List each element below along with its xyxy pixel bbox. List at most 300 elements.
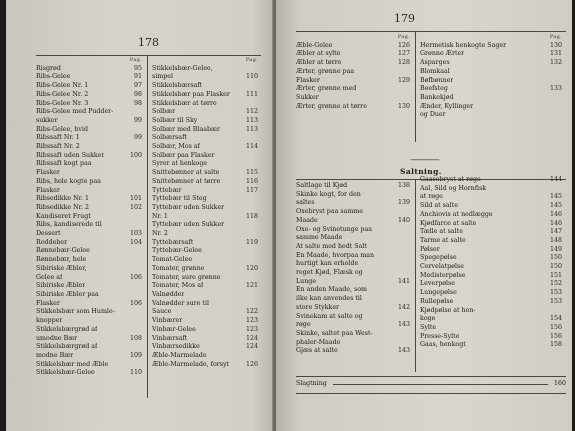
- index-entry: [296, 234, 410, 243]
- entry-page: 99: [133, 134, 142, 142]
- entry-page: 106: [129, 273, 142, 281]
- entry-text: Hermetisk henkogte Sager: [420, 41, 507, 49]
- entry-text: Stikkelsbær paa Flasker: [152, 90, 230, 98]
- entry-text: Æble-Marmelade, forsyt: [152, 360, 230, 368]
- entry-page: 126: [397, 41, 410, 49]
- index-entry: [36, 73, 142, 82]
- entry-text: hurtigt kan erholde: [296, 260, 359, 268]
- entry-page: 146: [549, 219, 562, 227]
- entry-text: Slagtning: [296, 380, 327, 387]
- section-title: Saltning.: [400, 167, 442, 176]
- index-entry: [420, 254, 562, 263]
- entry-text: Flasker: [36, 299, 60, 307]
- entry-text: At salte med hedt Salt: [296, 242, 367, 250]
- index-entry: [152, 326, 258, 335]
- index-entry: [152, 335, 258, 344]
- entry-page: 91: [133, 73, 142, 81]
- entry-text: Ribs, kandiserede til: [36, 221, 102, 229]
- ornament-icon: ⸻: [410, 152, 440, 166]
- entry-text: Stikkelsbær med Æble: [36, 360, 109, 368]
- entry-text: Blomkaal: [420, 67, 450, 75]
- index-entry: [36, 65, 142, 74]
- index-column-bottom-right: [420, 176, 562, 350]
- index-entry: [296, 252, 410, 261]
- entry-page: 149: [549, 245, 562, 253]
- entry-page: 158: [549, 341, 562, 349]
- index-entry: [36, 352, 142, 361]
- entry-text: Stikkelsbær-Gelee,: [152, 64, 213, 72]
- index-entry: [36, 178, 142, 187]
- entry-page: 128: [397, 59, 410, 67]
- entry-text: Solbær, Mos af: [152, 143, 200, 151]
- entry-text: røge: [296, 321, 311, 329]
- entry-page: 146: [549, 210, 562, 218]
- entry-page: 116: [245, 177, 258, 185]
- entry-text: Ribs-Gelee: [36, 73, 71, 81]
- entry-text: Tomater, sure grønne: [152, 273, 221, 281]
- entry-text: Pølser: [420, 245, 440, 253]
- index-entry: [420, 289, 562, 298]
- entry-text: Tyttebær-Gelee: [152, 247, 202, 255]
- entry-text: Ribssaft Nr. 2: [36, 143, 80, 151]
- entry-page: 142: [397, 303, 410, 311]
- entry-page: 148: [549, 236, 562, 244]
- index-entry: [296, 243, 410, 252]
- entry-text: Vinbærsedikke: [152, 343, 200, 351]
- index-entry: [36, 195, 142, 204]
- index-entry: [152, 204, 258, 213]
- index-entry: [152, 256, 258, 265]
- entry-page: 151: [549, 271, 562, 279]
- index-entry: [420, 59, 562, 68]
- entry-text: Valnødder: [152, 290, 185, 298]
- index-entry: [36, 239, 142, 248]
- index-entry: [152, 300, 258, 309]
- index-entry: [420, 111, 562, 120]
- index-entry: [420, 315, 562, 324]
- entry-page: 126: [245, 360, 258, 368]
- index-entry: [152, 361, 258, 370]
- entry-text: Oxebryst paa samme: [296, 208, 363, 216]
- index-column-top-right: [420, 33, 562, 120]
- index-entry: [420, 237, 562, 246]
- divider: [296, 376, 566, 377]
- entry-text: Ribssaft uden Sukker: [36, 151, 105, 159]
- index-entry: [152, 213, 258, 222]
- index-entry: [296, 103, 410, 112]
- entry-text: Bankekjød: [420, 93, 454, 101]
- entry-text: Vinbær-Gelee: [152, 325, 196, 333]
- entry-text: saltes: [296, 199, 315, 207]
- entry-text: Roddeber: [36, 238, 68, 246]
- entry-page: 144: [549, 176, 562, 183]
- entry-text: Skinke kogt, for den: [296, 190, 361, 198]
- entry-text: Stikkelsbærsaft: [152, 82, 203, 90]
- index-entry: [152, 317, 258, 326]
- entry-text: Tomater, Mos af: [152, 282, 204, 290]
- entry-text: Lungepølse: [420, 289, 457, 297]
- index-entry: [420, 94, 562, 103]
- entry-text: Gelee af: [36, 273, 63, 281]
- entry-text: Æble-Marmelade: [152, 351, 207, 359]
- entry-page: 109: [129, 351, 142, 359]
- entry-text: Ribs-Gelee Nr. 2: [36, 90, 89, 98]
- index-entry: [36, 82, 142, 91]
- index-entry: [36, 282, 142, 291]
- entry-page: 123: [245, 317, 258, 325]
- index-column-bottom-left: [296, 182, 410, 356]
- entry-text: at røge: [420, 193, 443, 201]
- index-entry: [36, 335, 142, 344]
- entry-text: Æbler at sylte: [296, 50, 341, 58]
- index-entry: [420, 42, 562, 51]
- index-entry: [420, 341, 562, 350]
- index-entry: [420, 333, 562, 342]
- entry-page: 104: [129, 238, 142, 246]
- index-column-right: [152, 56, 258, 369]
- entry-text: Ærter, grønne med: [296, 85, 357, 93]
- entry-page: 145: [549, 202, 562, 210]
- entry-page: 113: [245, 125, 258, 133]
- entry-text: Ribssaft Nr. 1: [36, 134, 80, 142]
- index-entry: [152, 282, 258, 291]
- entry-page: 141: [397, 277, 410, 285]
- entry-page: 98: [133, 90, 142, 98]
- index-entry: [36, 308, 142, 317]
- entry-text: Leverpølse: [420, 280, 455, 288]
- entry-page: 150: [549, 254, 562, 262]
- index-entry: [36, 343, 142, 352]
- entry-text: Kandiseret Frugt: [36, 212, 91, 220]
- entry-page: 118: [245, 212, 258, 220]
- entry-text: Anchiovis at nedlægge: [420, 210, 493, 218]
- entry-text: simpel: [152, 73, 173, 81]
- entry-page: 130: [397, 102, 410, 110]
- entry-text: Sauce: [152, 308, 172, 316]
- entry-text: Vinbærer: [152, 317, 183, 325]
- entry-text: Presse-Sylte: [420, 332, 460, 340]
- entry-text: Sylte: [420, 323, 437, 331]
- index-entry: [420, 280, 562, 289]
- index-entry: [36, 100, 142, 109]
- index-entry: [420, 228, 562, 237]
- entry-text: En anden Maade, som: [296, 286, 367, 294]
- index-entry: [420, 307, 562, 316]
- entry-text: Tyttebær uden Sukker: [152, 221, 225, 229]
- index-entry: [420, 176, 562, 185]
- index-entry: [152, 100, 258, 109]
- entry-page: 153: [549, 297, 562, 305]
- entry-text: Nr. 2: [152, 230, 168, 238]
- index-entry: [36, 204, 142, 213]
- column-divider: [415, 32, 416, 142]
- entry-text: Beefsteg: [420, 85, 448, 93]
- index-entry: [152, 343, 258, 352]
- index-entry: [296, 68, 410, 77]
- index-entry: [152, 352, 258, 361]
- entry-text: Solbærsaft: [152, 134, 187, 142]
- entry-page: 110: [245, 73, 258, 81]
- entry-page: 123: [245, 325, 258, 333]
- entry-text: ilke kan anvendes til: [296, 295, 362, 303]
- index-entry: [420, 272, 562, 281]
- entry-text: Ribs-Gelee med Pudder-: [36, 108, 114, 116]
- index-entry: [152, 152, 258, 161]
- entry-text: koge: [420, 315, 436, 323]
- index-entry: [36, 274, 142, 283]
- entry-page: 143: [397, 321, 410, 329]
- entry-text: Flasker: [36, 186, 60, 194]
- index-entry: [36, 291, 142, 300]
- index-entry: [420, 68, 562, 77]
- index-entry: [36, 256, 142, 265]
- entry-text: Aal, Sild og Hornfisk: [420, 184, 487, 192]
- entry-text: reget Kjød, Flæsk og: [296, 269, 363, 277]
- entry-text: Sibiriske Æbler,: [36, 264, 87, 272]
- entry-page: 129: [397, 76, 410, 84]
- index-entry: [296, 278, 410, 287]
- index-entry: [296, 182, 410, 191]
- entry-text: Ænder, Kyllinger: [420, 102, 474, 110]
- entry-page: 160: [553, 380, 566, 387]
- index-entry: [296, 313, 410, 322]
- entry-page: 103: [129, 230, 142, 238]
- index-entry: [152, 108, 258, 117]
- index-entry: [420, 85, 562, 94]
- entry-text: Ærter, grønne paa: [296, 67, 355, 75]
- index-column-left: [36, 56, 142, 378]
- entry-text: modne Bær: [36, 351, 74, 359]
- index-entry: [420, 263, 562, 272]
- index-entry: [152, 187, 258, 196]
- entry-page: 111: [245, 90, 258, 98]
- index-entry: [152, 160, 258, 169]
- index-entry: [36, 134, 142, 143]
- entry-page: 114: [245, 143, 258, 151]
- entry-text: Æbler at tørre: [296, 59, 342, 67]
- entry-text: Stikkelsbærgrød af: [36, 325, 98, 333]
- column-divider: [147, 56, 148, 398]
- entry-text: Cervelatpølse: [420, 263, 464, 271]
- index-column-top-left: [296, 33, 410, 111]
- pag-label: Pag.: [245, 57, 258, 63]
- index-entry: [296, 85, 410, 94]
- entry-page: 130: [549, 41, 562, 49]
- index-entry: [152, 73, 258, 82]
- index-entry: [36, 361, 142, 370]
- index-entry: [36, 265, 142, 274]
- entry-page: 147: [549, 228, 562, 236]
- entry-page: 106: [129, 299, 142, 307]
- entry-text: Medisterpølse: [420, 271, 466, 279]
- index-entry: [36, 117, 142, 126]
- page-number: 179: [394, 12, 415, 25]
- entry-page: 98: [133, 99, 142, 107]
- entry-page: 119: [245, 238, 258, 246]
- entry-page: 145: [549, 193, 562, 201]
- index-entry: [296, 59, 410, 68]
- entry-text: Gjæs at salte: [296, 347, 338, 355]
- index-entry: [296, 321, 410, 330]
- entry-text: samme Maade: [296, 234, 343, 242]
- entry-page: 150: [549, 263, 562, 271]
- entry-page: 132: [549, 59, 562, 67]
- leader-line: [333, 380, 548, 385]
- entry-page: 153: [549, 289, 562, 297]
- entry-page: 115: [245, 169, 258, 177]
- entry-text: Ribs-Gelee Nr. 1: [36, 82, 89, 90]
- index-entry: [420, 202, 562, 211]
- index-entry: [420, 193, 562, 202]
- index-entry: [420, 220, 562, 229]
- pag-label: Pag.: [129, 57, 142, 63]
- entry-text: Ribsedikke Nr. 2: [36, 203, 89, 211]
- index-entry: [152, 143, 258, 152]
- entry-text: Tælle at salte: [420, 228, 463, 236]
- index-entry: [152, 126, 258, 135]
- index-entry: [152, 308, 258, 317]
- index-entry: [420, 50, 562, 59]
- entry-text: Asparges: [420, 59, 450, 67]
- entry-page: 140: [397, 216, 410, 224]
- pag-label: Pag.: [549, 34, 562, 40]
- column-divider: [415, 180, 416, 372]
- index-entry: [420, 185, 562, 194]
- right-page: [276, 0, 572, 431]
- entry-text: phaler-Maade: [296, 338, 341, 346]
- entry-text: Snittebønner at tørre: [152, 177, 221, 185]
- entry-text: Ribs-Gelee Nr. 3: [36, 99, 89, 107]
- index-entry: [36, 152, 142, 161]
- entry-text: Spegepølse: [420, 254, 457, 262]
- index-entry: [152, 134, 258, 143]
- entry-text: Oxe- og Svinetunge paa: [296, 225, 372, 233]
- index-entry: [152, 274, 258, 283]
- entry-text: En Maade, hvorpaa man: [296, 251, 375, 259]
- entry-text: Gaas, henkogt: [420, 341, 466, 349]
- entry-page: 112: [245, 108, 258, 116]
- page-number: 178: [138, 36, 159, 49]
- index-entry: [152, 82, 258, 91]
- index-entry: [36, 91, 142, 100]
- left-page: [6, 0, 274, 431]
- index-entry: [296, 269, 410, 278]
- entry-page: 99: [133, 116, 142, 124]
- entry-text: Tyttebær til Steg: [152, 195, 207, 203]
- entry-text: Stikkelsbærgrød af: [36, 343, 98, 351]
- index-entry: [36, 300, 142, 309]
- index-entry: [36, 187, 142, 196]
- entry-text: store Stykker: [296, 303, 340, 311]
- index-entry: [36, 247, 142, 256]
- entry-page: 110: [129, 369, 142, 377]
- entry-text: Sukker: [296, 93, 319, 101]
- entry-text: Ribsedikke Nr. 1: [36, 195, 89, 203]
- entry-text: Rønnebær, hele: [36, 256, 87, 264]
- entry-text: Rønnebær-Gelee: [36, 247, 90, 255]
- index-entry: [296, 42, 410, 51]
- entry-text: Tarme at salte: [420, 236, 466, 244]
- index-entry: [36, 326, 142, 335]
- entry-page: 100: [129, 151, 142, 159]
- entry-text: Sibiriske Æbler: [36, 282, 86, 290]
- entry-text: Flasker: [36, 169, 60, 177]
- index-entry: [36, 230, 142, 239]
- index-entry: [152, 239, 258, 248]
- index-entry: [296, 226, 410, 235]
- entry-text: Ribssaft kogt paa: [36, 160, 92, 168]
- index-entry: [296, 50, 410, 59]
- entry-page: 113: [245, 116, 258, 124]
- divider: [296, 393, 566, 394]
- index-entry: [296, 330, 410, 339]
- entry-text: Ribs-Gelee, hvid: [36, 125, 89, 133]
- entry-text: Tomater, grønne: [152, 264, 205, 272]
- index-entry: [296, 295, 410, 304]
- entry-text: umodne Bær: [36, 334, 78, 342]
- entry-text: Ribs, hele kogte paa: [36, 177, 101, 185]
- entry-text: Svinekam at salte og: [296, 312, 363, 320]
- entry-text: Syrer at henkoge: [152, 160, 208, 168]
- entry-page: 117: [245, 186, 258, 194]
- entry-page: 95: [133, 64, 142, 72]
- index-entry: [36, 160, 142, 169]
- index-entry: [36, 369, 142, 378]
- entry-text: Kjødpølse at hen-: [420, 306, 476, 314]
- entry-text: Valnødder sure til: [152, 299, 209, 307]
- entry-text: og Duer: [420, 111, 446, 119]
- entry-text: Dessert: [36, 230, 61, 238]
- index-entry: [36, 108, 142, 117]
- index-entry: [36, 317, 142, 326]
- index-entry: [152, 221, 258, 230]
- entry-text: Sild at salte: [420, 202, 458, 210]
- entry-page: 143: [397, 347, 410, 355]
- entry-text: Ærter, grønne at tørre: [296, 102, 367, 110]
- entry-text: Vinbærsaft: [152, 334, 188, 342]
- entry-text: Kjødfarce at salte: [420, 219, 477, 227]
- entry-text: Sibiriske Æbler paa: [36, 290, 99, 298]
- entry-text: Lunge: [296, 277, 317, 285]
- entry-text: Gaasebryst at røge: [420, 176, 481, 183]
- entry-page: 101: [129, 195, 142, 203]
- pag-label: Pag.: [397, 34, 410, 40]
- footer-entry: [296, 380, 566, 387]
- entry-text: Bøfbønner: [420, 76, 454, 84]
- entry-text: Stikkelsbær som Humle-: [36, 308, 115, 316]
- entry-text: Flasker: [296, 76, 320, 84]
- index-entry: [152, 65, 258, 74]
- index-entry: [36, 221, 142, 230]
- index-entry: [296, 208, 410, 217]
- entry-page: 120: [245, 264, 258, 272]
- index-entry: [36, 126, 142, 135]
- entry-page: 154: [549, 315, 562, 323]
- entry-text: Æble-Gelee: [296, 41, 333, 49]
- entry-text: Snittebønner at salte: [152, 169, 220, 177]
- entry-page: 124: [245, 334, 258, 342]
- index-entry: [296, 217, 410, 226]
- entry-page: 97: [133, 82, 142, 90]
- index-entry: [152, 178, 258, 187]
- entry-text: sukker: [36, 116, 58, 124]
- index-entry: [296, 286, 410, 295]
- index-entry: [296, 77, 410, 86]
- entry-text: Tyttebær uden Sukker: [152, 203, 225, 211]
- entry-page: 152: [549, 280, 562, 288]
- entry-text: Solbær: [152, 108, 176, 116]
- entry-page: 102: [129, 203, 142, 211]
